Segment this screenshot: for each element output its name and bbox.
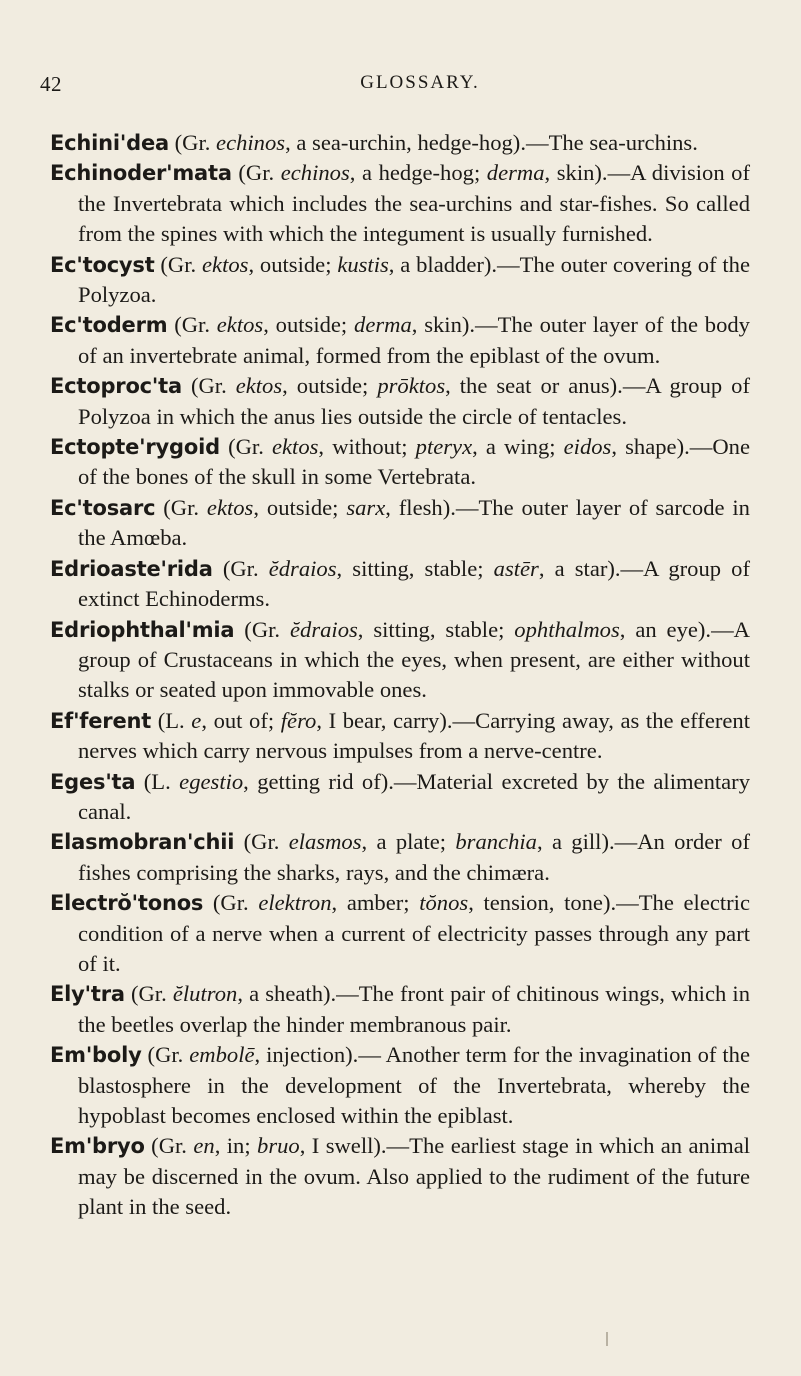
entry-text: , a sheath).—The front pair of chitinous wings, which in the beetles overlap the hinder membranous pair. [78, 981, 750, 1037]
entry-headword: Edrioaste'rida [50, 556, 213, 581]
etymology-word: elektron [258, 890, 332, 916]
entry-text: , skin).—The outer layer of the body of an invertebrate animal, formed from the epiblast of the ovum. [78, 312, 750, 368]
entry-headword: Electrŏ'tonos [50, 891, 204, 916]
glossary-entry [50, 888, 750, 979]
etymology-word: branchia [455, 829, 537, 855]
entry-text: (Gr. [167, 312, 217, 338]
entry-text: , shape).—One of the bones of the skull in some Vertebrata. [78, 434, 750, 490]
entry-headword: Echini'dea [50, 131, 169, 155]
glossary-entry [50, 615, 750, 706]
entry-text: (L. [135, 768, 180, 794]
entry-text: , a wing; [472, 434, 564, 460]
entry-text: (Gr. [155, 494, 207, 520]
entry-text: , an eye).—A group of Crustaceans in which the eyes, when present, are either without stalks or seated upon immovable ones. [78, 616, 750, 703]
entry-text: (Gr. [168, 130, 217, 155]
etymology-word: ektos [235, 373, 283, 399]
entry-headword: Em'boly [50, 1043, 142, 1068]
entry-text: , I swell).—The earliest stage in which an animal may be discerned in the ovum. Also applied to the rudiment of the future plant in the seed. [78, 1133, 750, 1220]
entry-text: (Gr. [212, 555, 269, 581]
etymology-word: bruo [257, 1133, 300, 1159]
entry-headword: Elasmobran'chii [50, 830, 235, 855]
page-header [40, 72, 760, 102]
entry-text: , a hedge-hog; [349, 160, 487, 186]
glossary-entry [50, 1040, 750, 1131]
entry-text: (L. [151, 707, 192, 733]
glossary-entry [50, 554, 750, 615]
entry-text: (Gr. [124, 981, 173, 1007]
glossary-entry [50, 250, 750, 311]
entry-text: , a star).—A group of extinct Echinoderms. [78, 555, 750, 612]
entry-headword: Ectoproc'ta [50, 374, 182, 399]
glossary-entry [50, 493, 750, 554]
entry-text: , tension, tone).—The electric condition of a nerve when a current of electricity passes through any part of it. [78, 890, 750, 976]
glossary-entry [50, 979, 750, 1040]
entry-text: , a sea-urchin, hedge-hog).—The sea-urchins. [285, 130, 698, 155]
entry-text: , injection).— Another term for the invagination of the blastosphere in the development of the Invertebrata, whereby the hypoblast becomes enclosed within the epiblast. [78, 1042, 750, 1128]
entry-text: (Gr. [219, 434, 272, 460]
entry-text: , sitting, stable; [357, 616, 515, 642]
entry-headword: Ec'tocyst [50, 252, 155, 277]
entry-text: (Gr. [144, 1133, 194, 1159]
entry-text: , outside; [248, 251, 338, 277]
glossary-entry [50, 371, 750, 432]
glossary-entry [50, 827, 750, 888]
entry-text: , outside; [253, 494, 347, 520]
etymology-word: e [191, 707, 202, 733]
entry-text: , outside; [282, 373, 378, 399]
entry-text: , getting rid of).—Material excreted by the alimentary canal. [78, 768, 750, 824]
etymology-word: astēr [493, 555, 539, 581]
glossary-entry [50, 706, 750, 767]
entry-text: , I bear, carry).—Carrying away, as the efferent nerves which carry nervous impulses from a nerve-centre. [78, 707, 750, 764]
glossary-entry [50, 128, 750, 158]
page-number: 42 [40, 72, 62, 96]
etymology-word: prōktos [377, 373, 446, 399]
entry-headword: Echinoder'mata [50, 161, 232, 186]
glossary-entry [50, 1131, 750, 1222]
etymology-word: eidos [563, 434, 612, 460]
etymology-word: en [193, 1133, 215, 1159]
entry-text: (Gr. [231, 160, 281, 186]
entry-text: (Gr. [203, 890, 259, 916]
entry-text: , amber; [331, 890, 420, 916]
entry-text: , skin).—A division of the Invertebrata which includes the sea-urchins and star-fishes. So called from the spines with which the integument is usually furnished. [78, 160, 750, 247]
etymology-word: embolē [189, 1042, 255, 1068]
etymology-word: echinos [280, 160, 350, 186]
glossary-entries [50, 128, 750, 1223]
entry-text: (Gr. [234, 616, 290, 642]
glossary-entry [50, 432, 750, 493]
etymology-word: ektos [206, 494, 254, 520]
entry-text: (Gr. [154, 251, 203, 277]
entry-headword: Ely'tra [50, 982, 125, 1007]
etymology-word: ĕdraios [290, 616, 358, 642]
entry-text: , sitting, stable; [336, 555, 494, 581]
etymology-word: ektos [202, 251, 249, 277]
entry-text: , a bladder).—The outer covering of the Polyzoa. [78, 251, 750, 308]
etymology-word: ĕdraios [268, 555, 337, 581]
etymology-word: ektos [216, 312, 264, 338]
etymology-word: kustis [337, 251, 389, 277]
etymology-word: sarx [346, 494, 386, 520]
entry-text: (Gr. [181, 373, 236, 399]
etymology-word: derma [354, 312, 412, 338]
etymology-word: ophthalmos [514, 616, 620, 642]
entry-headword: Ectopte'rygoid [50, 435, 220, 460]
etymology-word: ĕlutron [172, 981, 238, 1007]
entry-text: , a plate; [361, 829, 456, 855]
glossary-entry [50, 158, 750, 249]
entry-headword: Eges'ta [50, 769, 136, 794]
entry-headword: Em'bryo [50, 1134, 145, 1159]
etymology-word: derma [486, 160, 545, 186]
entry-text: , outside; [263, 312, 355, 338]
etymology-word: elasmos [288, 829, 362, 855]
entry-text: , without; [318, 434, 416, 460]
etymology-word: echinos [216, 130, 286, 155]
entry-text: , a gill).—An order of fishes comprising the sharks, rays, and the chimæra. [78, 829, 750, 885]
etymology-word: tŏnos [419, 890, 469, 916]
entry-text: (Gr. [234, 829, 289, 855]
entry-text: , out of; [201, 707, 281, 733]
paper-fleck [606, 1332, 608, 1346]
glossary-entry [50, 767, 750, 828]
entry-text: (Gr. [141, 1042, 190, 1068]
etymology-word: egestio [179, 768, 244, 794]
entry-headword: Edriophthal'mia [50, 617, 235, 642]
entry-text: , in; [214, 1133, 258, 1159]
entry-headword: Ec'toderm [50, 313, 168, 338]
entry-headword: Ec'tosarc [50, 495, 156, 520]
etymology-word: fĕro [280, 707, 317, 733]
entry-text: , the seat or anus).—A group of Polyzoa in which the anus lies outside the circle of tentacles. [78, 373, 750, 429]
running-head: GLOSSARY. [360, 72, 480, 93]
etymology-word: pteryx [415, 434, 473, 460]
glossary-entry [50, 310, 750, 371]
entry-headword: Ef'ferent [50, 708, 152, 733]
etymology-word: ektos [271, 434, 319, 460]
entry-text: , flesh).—The outer layer of sarcode in the Amœba. [78, 494, 750, 551]
